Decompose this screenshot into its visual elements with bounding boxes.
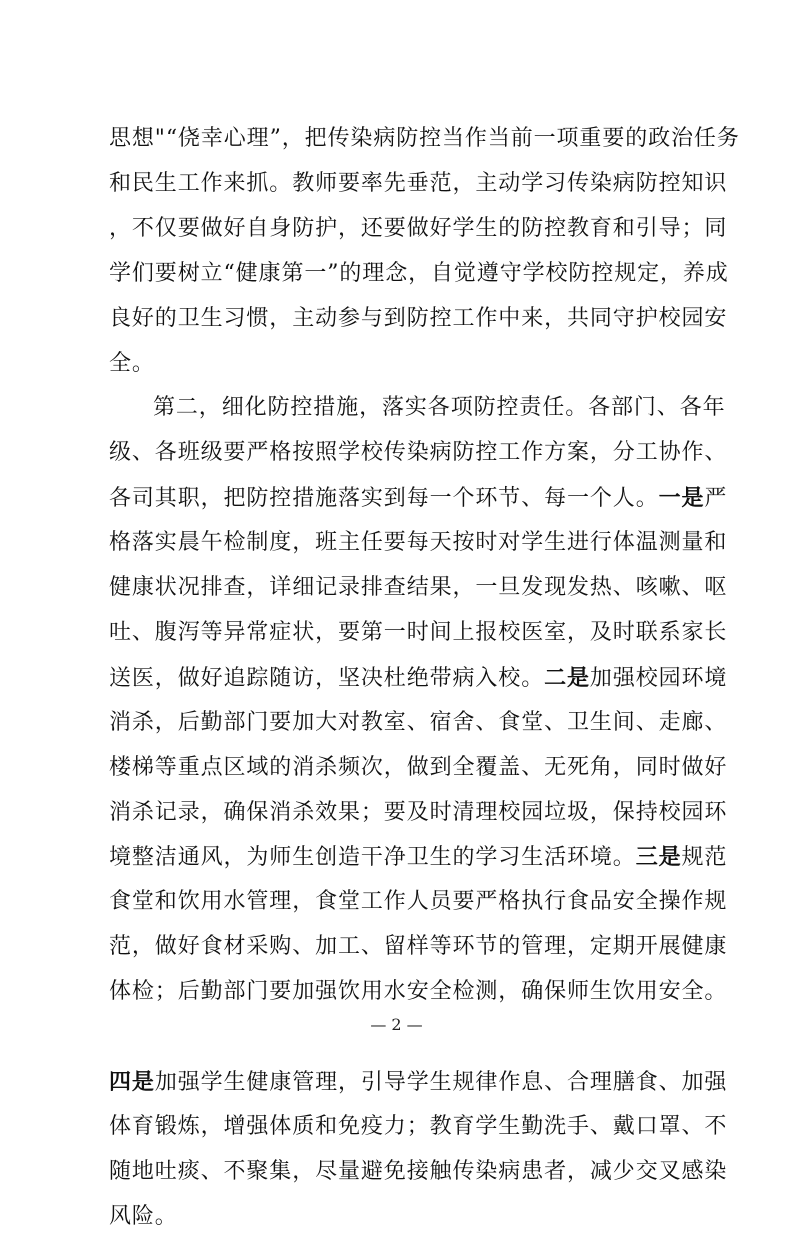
paragraph-2-line-14: 体检；后勤部门要加强饮用水安全检测，确保师生饮用安全。 [109, 979, 728, 1005]
line-text-segment: 风险。 [109, 1203, 178, 1229]
bold-marker-second: 二是 [544, 664, 590, 691]
line-text-segment: 体育锻炼，增强体质和免疫力；教育学生勤洗手、戴口罩、不 [109, 1113, 728, 1139]
paragraph-2-line-1: 第二，细化防控措施，落实各项防控责任。各部门、各年 [153, 395, 726, 421]
paragraph-2-line-6: 吐、腹泻等异常症状，要第一时间上报校医室，及时联系家长 [109, 619, 728, 645]
paragraph-1-line-4: 学们要树立“健康第一”的理念，自觉遵守学校防控规定，养成 [109, 260, 729, 286]
paragraph-2-line-16 [109, 1108, 728, 1146]
paragraph-2-line-7: 送医，做好追踪随访，坚决杜绝带病入校。二是加强校园环境 [109, 664, 728, 691]
paragraph-2-line-3: 各司其职，把防控措施落实到每一个环节、每一个人。一是严 [109, 485, 728, 512]
paragraph-2-line-12: 食堂和饮用水管理，食堂工作人员要严格执行食品安全操作规 [109, 889, 728, 915]
paragraph-2-line-4: 格落实晨午检制度，班主任要每天按时对学生进行体温测量和 [109, 530, 728, 556]
paragraph-1-line-3: ，不仅要做好自身防护，还要做好学生的防控教育和引导；同 [109, 215, 728, 241]
paragraph-2-line-17 [109, 1153, 728, 1191]
line-text-segment: 加强学生健康管理，引导学生规律作息、合理膳食、加强 [154, 1069, 728, 1095]
paragraph-2-line-8: 消杀，后勤部门要加大对教室、宿舍、食堂、卫生间、走廊、 [109, 709, 728, 735]
paragraph-1-line-2: 和民生工作来抓。教师要率先垂范，主动学习传染病防控知识 [109, 170, 728, 196]
paragraph-2-line-11: 境整洁通风，为师生创造干净卫生的学习生活环境。三是规范 [109, 844, 728, 871]
line-text-segment: 随地吐痰、不聚集，尽量避免接触传染病患者，减少交叉感染 [109, 1158, 728, 1184]
paragraph-2-line-13: 范，做好食材采购、加工、留样等环节的管理，定期开展健康 [109, 934, 728, 960]
paragraph-2-line-9: 楼梯等重点区域的消杀频次，做到全覆盖、无死角，同时做好 [109, 754, 728, 780]
paragraph-1-line-5: 良好的卫生习惯，主动参与到防控工作中来，共同守护校园安 [109, 305, 728, 331]
paragraph-1-line-1: 思想"“侥幸心理”，把传染病防控当作当前一项重要的政治任务 [109, 126, 740, 151]
paragraph-2-line-10: 消杀记录，确保消杀效果；要及时清理校园垃圾，保持校园环 [109, 799, 728, 825]
bold-marker-third: 三是 [635, 844, 682, 871]
bold-marker-fourth: 四是 [109, 1068, 155, 1095]
paragraph-2-line-5: 健康状况排查，详细记录排查结果，一旦发现发热、咳嗽、呕 [109, 575, 728, 600]
page-number: — 2 — [370, 1015, 423, 1034]
bold-marker-first: 一是 [658, 485, 705, 512]
paragraph-2-line-18 [109, 1198, 689, 1236]
paragraph-2-line-2: 级、各班级要严格按照学校传染病防控工作方案，分工协作、 [109, 440, 728, 466]
paragraph-1-line-6: 全。 [109, 350, 155, 376]
paragraph-2-line-15 [109, 1063, 728, 1101]
